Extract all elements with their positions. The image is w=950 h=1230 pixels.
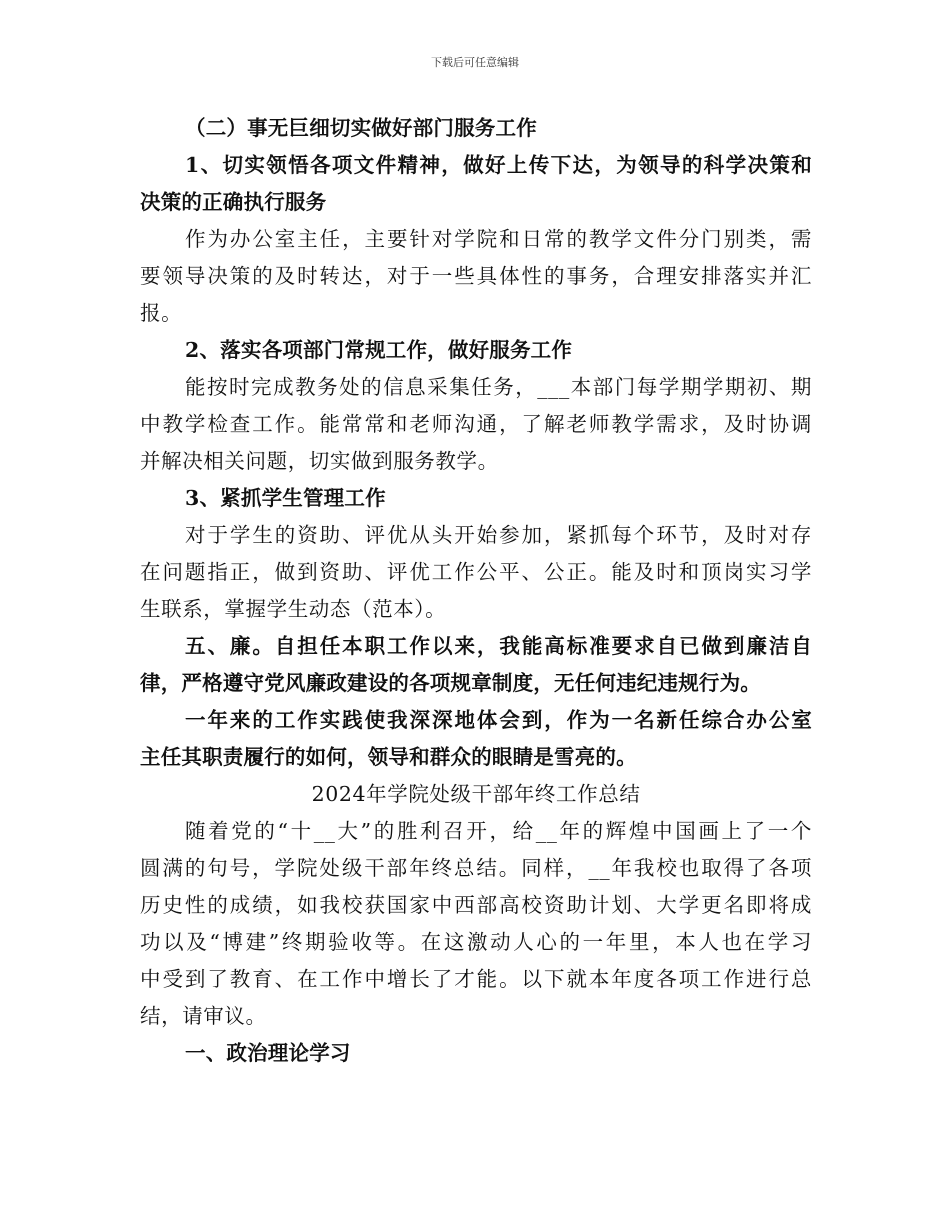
document-body [140, 110, 812, 1072]
section-heading-political-study: 一、政治理论学习 [185, 1041, 351, 1065]
integrity-paragraph-line-2: 律，严格遵守党风廉政建设的各项规章制度，无任何违纪违规行为。 [140, 671, 761, 695]
summary-paragraph-line-2: 主任其职责履行的如何，领导和群众的眼睛是雪亮的。 [140, 745, 637, 769]
paragraph-2-line-1: 能按时完成教务处的信息采集任务，___本部门每学期学期初、期 [185, 375, 812, 399]
paragraph-1-line-2: 要领导决策的及时转达，对于一些具体性的事务，合理安排落实并汇 [140, 264, 812, 288]
paragraph-3-line-3: 生联系，掌握学生动态（范本）。 [140, 597, 447, 621]
document-title: 2024年学院处级干部年终工作总结 [311, 782, 641, 806]
subheading-1-line-2: 决策的正确执行服务 [140, 190, 327, 214]
paragraph-2-line-2: 中教学检查工作。能常常和老师沟通，了解老师教学需求，及时协调 [140, 412, 812, 436]
paragraph-3-line-1: 对于学生的资助、评优从头开始参加，紧抓每个环节，及时对存 [185, 523, 812, 547]
subheading-1-line-1: 1、切实领悟各项文件精神，做好上传下达，为领导的科学决策和 [185, 153, 812, 177]
intro-paragraph-line-4: 功以及“博建”终期验收等。在这激动人心的一年里，本人也在学习 [140, 930, 812, 954]
subheading-2: 2、落实各项部门常规工作，做好服务工作 [185, 338, 573, 362]
section-heading-service-work: （二）事无巨细切实做好部门服务工作 [185, 116, 537, 140]
subheading-3: 3、紧抓学生管理工作 [185, 486, 386, 510]
paragraph-2-line-3: 并解决相关问题，切实做到服务教学。 [140, 449, 499, 473]
intro-paragraph-line-5: 中受到了教育、在工作中增长了才能。以下就本年度各项工作进行总 [140, 967, 812, 991]
paragraph-3-line-2: 在问题指正，做到资助、评优工作公平、公正。能及时和顶岗实习学 [140, 560, 812, 584]
summary-paragraph-line-1: 一年来的工作实践使我深深地体会到，作为一名新任综合办公室 [185, 708, 812, 732]
intro-paragraph-line-6: 结，请审议。 [140, 1004, 267, 1028]
paragraph-1-line-3: 报。 [140, 301, 183, 325]
paragraph-1-line-1: 作为办公室主任，主要针对学院和日常的教学文件分门别类，需 [185, 227, 812, 251]
integrity-paragraph-line-1: 五、廉。自担任本职工作以来，我能高标准要求自已做到廉洁自 [185, 634, 812, 658]
intro-paragraph-line-3: 历史性的成绩，如我校获国家中西部高校资助计划、大学更名即将成 [140, 893, 812, 917]
intro-paragraph-line-1: 随着党的“十__大”的胜利召开，给__年的辉煌中国画上了一个 [185, 819, 812, 843]
intro-paragraph-line-2: 圆满的句号，学院处级干部年终总结。同样，__年我校也取得了各项 [140, 856, 812, 880]
page-header: 下载后可任意编辑 [431, 56, 519, 69]
